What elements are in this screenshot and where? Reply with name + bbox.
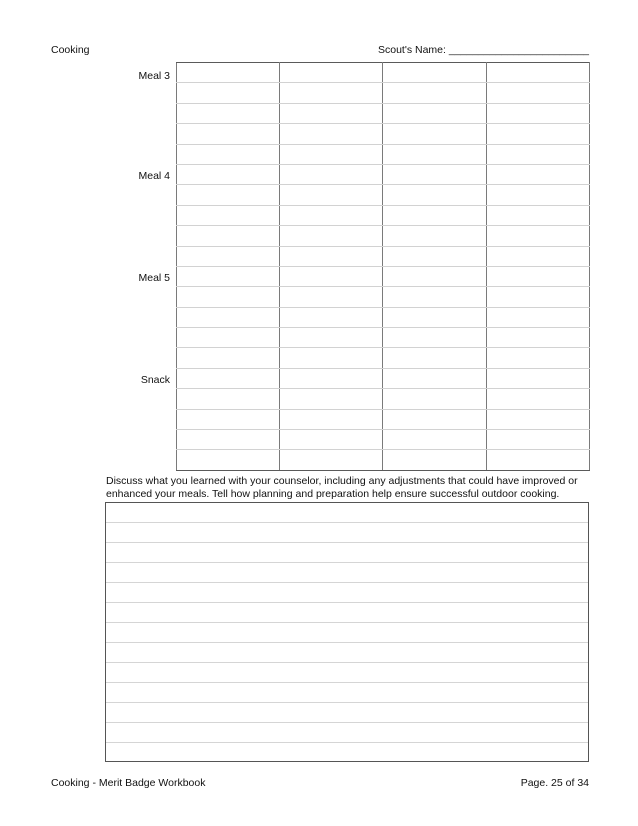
meal-grid-row xyxy=(177,348,590,368)
meal-grid-cell[interactable] xyxy=(177,430,280,450)
meal-grid-cell[interactable] xyxy=(383,409,487,429)
meal-grid-cell[interactable] xyxy=(280,63,383,83)
meal-grid-cell[interactable] xyxy=(280,348,383,368)
meal-grid-cell[interactable] xyxy=(487,328,590,348)
meal-grid-cell[interactable] xyxy=(383,226,487,246)
meal-grid-row xyxy=(177,368,590,388)
meal-grid-row xyxy=(177,246,590,266)
meal-grid-cell[interactable] xyxy=(280,185,383,205)
meal-grid-cell[interactable] xyxy=(383,185,487,205)
meal-4-label: Meal 4 xyxy=(138,170,170,182)
note-line[interactable] xyxy=(106,723,588,743)
footer-title: Cooking - Merit Badge Workbook xyxy=(51,777,206,789)
meal-grid-row xyxy=(177,185,590,205)
meal-grid-cell[interactable] xyxy=(487,164,590,184)
page-number: Page. 25 of 34 xyxy=(520,777,589,789)
meal-grid-cell[interactable] xyxy=(487,430,590,450)
meal-grid-cell[interactable] xyxy=(383,307,487,327)
meal-grid-cell[interactable] xyxy=(280,409,383,429)
meal-grid-cell[interactable] xyxy=(487,450,590,470)
meal-grid-cell[interactable] xyxy=(383,348,487,368)
meal-grid-cell[interactable] xyxy=(487,226,590,246)
meal-grid-cell[interactable] xyxy=(383,103,487,123)
meal-grid-cell[interactable] xyxy=(177,287,280,307)
meal-grid-cell[interactable] xyxy=(280,450,383,470)
meal-grid-cell[interactable] xyxy=(177,124,280,144)
meal-grid-cell[interactable] xyxy=(383,164,487,184)
meal-5-label: Meal 5 xyxy=(138,272,170,284)
meal-grid-cell[interactable] xyxy=(487,266,590,286)
meal-grid-row xyxy=(177,103,590,123)
note-line[interactable] xyxy=(106,743,588,763)
meal-grid-cell[interactable] xyxy=(383,287,487,307)
meal-grid-row xyxy=(177,205,590,225)
meal-grid-cell[interactable] xyxy=(280,266,383,286)
note-line[interactable] xyxy=(106,583,588,603)
meal-grid-cell[interactable] xyxy=(487,144,590,164)
meal-grid-cell[interactable] xyxy=(487,124,590,144)
meal-grid-cell[interactable] xyxy=(280,287,383,307)
meal-table xyxy=(176,62,590,471)
note-line[interactable] xyxy=(106,563,588,583)
meal-grid-cell[interactable] xyxy=(177,103,280,123)
meal-grid-cell[interactable] xyxy=(177,63,280,83)
meal-3-label: Meal 3 xyxy=(138,70,170,82)
meal-grid-row xyxy=(177,328,590,348)
meal-grid-cell[interactable] xyxy=(487,307,590,327)
meal-grid-row xyxy=(177,164,590,184)
meal-grid-cell[interactable] xyxy=(383,124,487,144)
discussion-notes-box[interactable] xyxy=(105,502,589,762)
note-line[interactable] xyxy=(106,683,588,703)
note-line[interactable] xyxy=(106,663,588,683)
meal-grid-cell[interactable] xyxy=(383,389,487,409)
meal-grid-row xyxy=(177,124,590,144)
meal-grid-cell[interactable] xyxy=(487,246,590,266)
meal-grid-cell[interactable] xyxy=(280,124,383,144)
scout-name-field[interactable]: Scout's Name: ________________________ xyxy=(377,44,589,56)
meal-grid-row xyxy=(177,450,590,470)
meal-grid-cell[interactable] xyxy=(177,409,280,429)
meal-grid-cell[interactable] xyxy=(487,205,590,225)
meal-grid-cell[interactable] xyxy=(177,83,280,103)
meal-grid-cell[interactable] xyxy=(177,450,280,470)
meal-grid-cell[interactable] xyxy=(280,144,383,164)
snack-label: Snack xyxy=(140,374,170,386)
meal-grid-cell[interactable] xyxy=(177,185,280,205)
meal-grid-cell[interactable] xyxy=(487,103,590,123)
meal-grid-row xyxy=(177,430,590,450)
meal-grid-row xyxy=(177,307,590,327)
meal-grid-cell[interactable] xyxy=(177,389,280,409)
meal-grid-cell[interactable] xyxy=(280,368,383,388)
meal-grid-cell[interactable] xyxy=(280,430,383,450)
meal-grid-cell[interactable] xyxy=(383,368,487,388)
meal-grid-cell[interactable] xyxy=(177,348,280,368)
meal-grid-row xyxy=(177,144,590,164)
header-title: Cooking xyxy=(51,44,90,56)
note-line[interactable] xyxy=(106,523,588,543)
meal-grid-cell[interactable] xyxy=(487,389,590,409)
meal-grid-cell[interactable] xyxy=(280,205,383,225)
meal-grid-row xyxy=(177,409,590,429)
meal-grid-cell[interactable] xyxy=(177,144,280,164)
meal-grid-row xyxy=(177,389,590,409)
meal-grid-row xyxy=(177,83,590,103)
meal-grid-cell[interactable] xyxy=(177,328,280,348)
meal-grid-cell[interactable] xyxy=(383,430,487,450)
meal-grid-cell[interactable] xyxy=(383,63,487,83)
meal-grid-cell[interactable] xyxy=(383,144,487,164)
meal-grid-row xyxy=(177,63,590,83)
meal-grid-cell[interactable] xyxy=(280,103,383,123)
meal-grid-cell[interactable] xyxy=(280,246,383,266)
meal-grid-cell[interactable] xyxy=(487,348,590,368)
meal-grid-cell[interactable] xyxy=(383,205,487,225)
meal-grid-cell[interactable] xyxy=(280,307,383,327)
meal-grid-cell[interactable] xyxy=(383,328,487,348)
note-line[interactable] xyxy=(106,543,588,563)
note-line[interactable] xyxy=(106,603,588,623)
meal-grid-row xyxy=(177,287,590,307)
meal-grid-cell[interactable] xyxy=(487,63,590,83)
note-line[interactable] xyxy=(106,703,588,723)
meal-grid-cell[interactable] xyxy=(280,83,383,103)
note-line[interactable] xyxy=(106,643,588,663)
meal-grid-cell[interactable] xyxy=(177,246,280,266)
meal-grid-cell[interactable] xyxy=(383,246,487,266)
meal-grid-cell[interactable] xyxy=(280,328,383,348)
discussion-prompt: Discuss what you learned with your counselor, including any adjustments that could have improved or enhanced your meals. Tell how planning and preparation help ensure successful outdoor cooking. xyxy=(106,475,578,500)
meal-planning-grid xyxy=(176,62,589,470)
meal-grid-cell[interactable] xyxy=(177,164,280,184)
meal-grid-cell[interactable] xyxy=(383,266,487,286)
meal-grid-cell[interactable] xyxy=(177,205,280,225)
meal-grid-cell[interactable] xyxy=(177,307,280,327)
meal-grid-cell[interactable] xyxy=(177,226,280,246)
meal-grid-cell[interactable] xyxy=(383,83,487,103)
meal-grid-cell[interactable] xyxy=(487,368,590,388)
meal-grid-cell[interactable] xyxy=(487,185,590,205)
meal-grid-row xyxy=(177,266,590,286)
meal-grid-cell[interactable] xyxy=(177,266,280,286)
note-line[interactable] xyxy=(106,503,588,523)
meal-grid-cell[interactable] xyxy=(487,83,590,103)
meal-grid-row xyxy=(177,226,590,246)
meal-grid-cell[interactable] xyxy=(280,389,383,409)
meal-grid-cell[interactable] xyxy=(487,409,590,429)
meal-grid-cell[interactable] xyxy=(383,450,487,470)
meal-grid-cell[interactable] xyxy=(280,164,383,184)
meal-grid-cell[interactable] xyxy=(280,226,383,246)
meal-grid-cell[interactable] xyxy=(177,368,280,388)
meal-grid-cell[interactable] xyxy=(487,287,590,307)
note-line[interactable] xyxy=(106,623,588,643)
